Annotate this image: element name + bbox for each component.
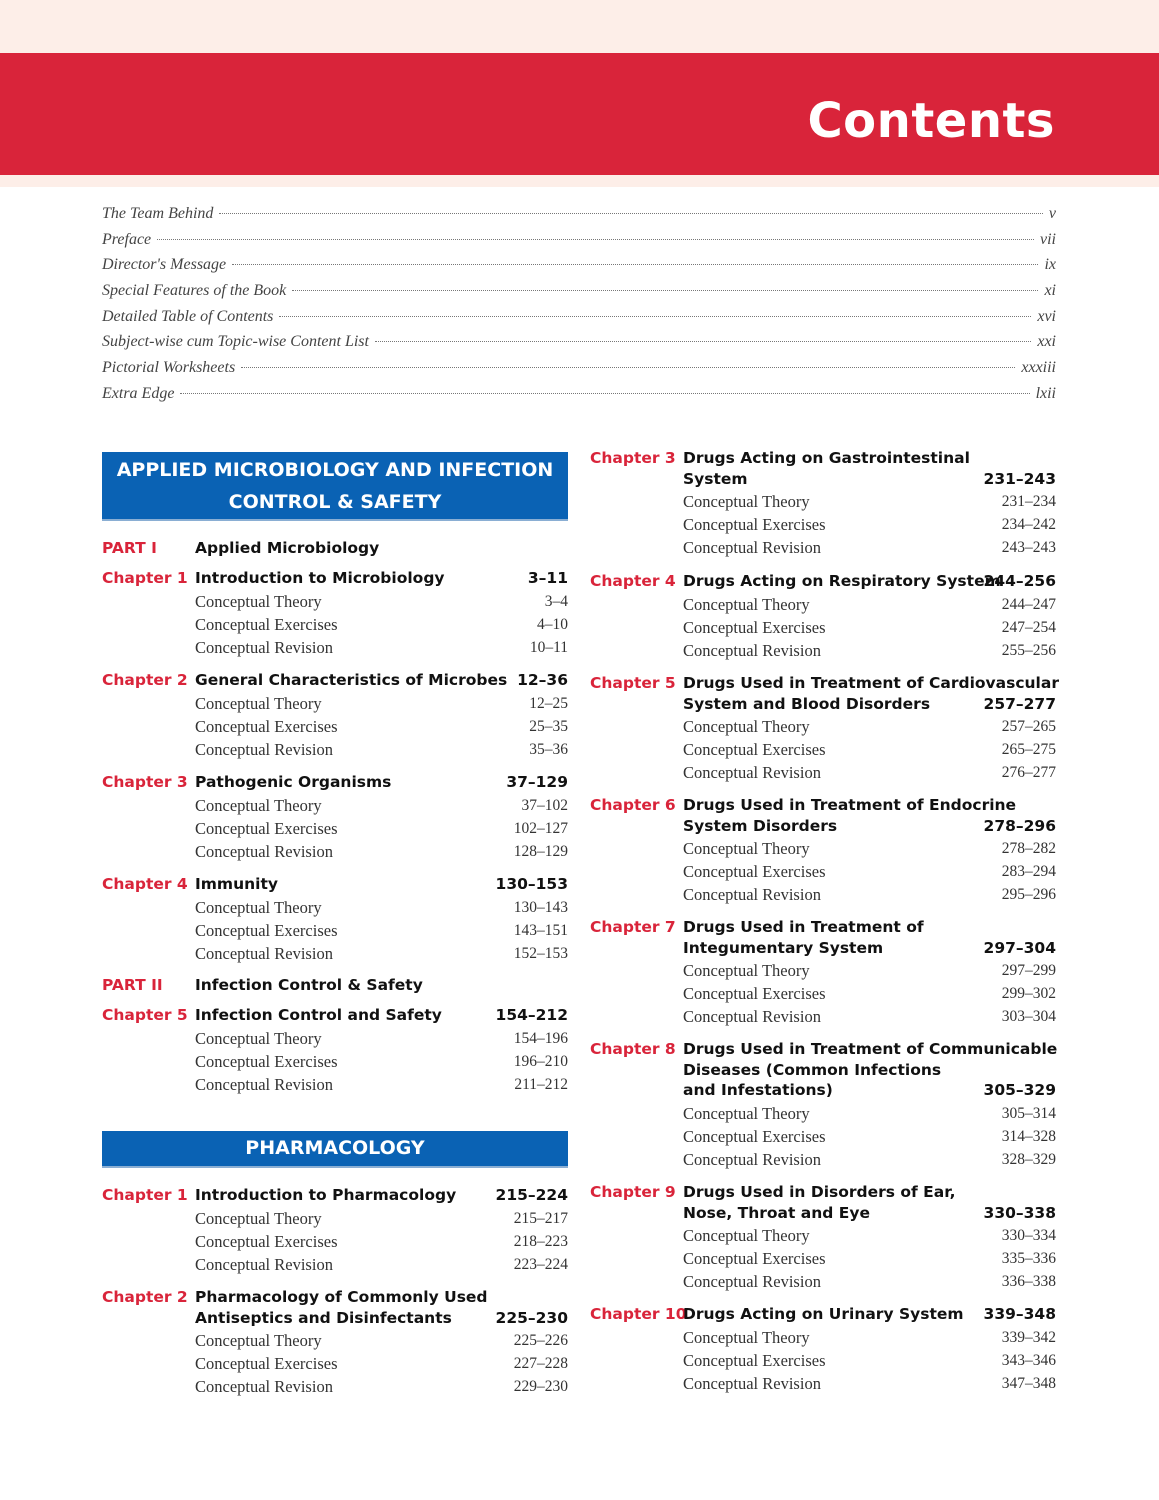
entry-title-text: System and Blood Disorders [683,694,931,713]
subsection-title: Conceptual Revision [195,637,333,657]
subsection-title: Conceptual Theory [683,839,810,858]
entry-title-line [683,1304,1056,1325]
subsection-title: Conceptual Theory [195,1208,322,1228]
subsection-row [683,616,1056,639]
entry-body [683,673,1059,784]
front-matter-label: Special Features of the Book [102,282,287,300]
entry-body [683,571,1056,662]
subsection-title: Conceptual Revision [683,885,821,904]
section-header-microbiology [102,452,568,519]
entry-body [195,670,568,761]
entry-body [195,568,568,659]
entry-title-text: Drugs Used in Treatment of Communicable [683,1040,1058,1058]
subsection-title: Conceptual Theory [683,594,810,614]
subsection-row [195,1207,568,1230]
front-matter-page: xi [1044,282,1056,300]
subsection-row [195,1375,568,1398]
subsection-range: 278–282 [1001,840,1056,857]
subsection-title: Conceptual Revision [195,841,333,861]
section-header-line: PHARMACOLOGY [245,1137,425,1159]
subsection-title: Conceptual Exercises [195,1231,338,1251]
front-matter-label: Subject-wise cum Topic-wise Content List [102,333,369,351]
entry-title-text: Drugs Used in Treatment of Endocrine [683,796,1017,814]
subsection-title: Conceptual Revision [195,1377,333,1396]
subsection-row [683,536,1056,559]
entry-title-line [195,538,568,559]
subsection-range: 295–296 [1001,886,1056,903]
subsection-row [683,860,1056,883]
entry-title-text: Applied Microbiology [195,539,380,557]
chapter-label: Chapter 8 [590,1040,676,1058]
subsection-range: 4–10 [537,615,568,633]
subsection-title: Conceptual Exercises [683,984,826,1003]
subsection-title: Conceptual Theory [195,897,322,917]
entry-title-line [195,1185,568,1206]
subsection-row [195,794,568,817]
entry-title-line [683,448,1056,469]
entry-title-line [683,1182,1056,1203]
entry-title-text: and Infestations) [683,1081,833,1099]
entry-title-line [195,568,568,589]
subsection-range: 231–234 [1001,493,1056,510]
chapter-label: Chapter 9 [590,1183,676,1201]
subsection-range: 102–127 [513,819,568,837]
subsection-row [195,840,568,863]
subsection-range: 247–254 [1001,618,1056,636]
subsection-row [683,1125,1056,1148]
subsection-title: Conceptual Exercises [683,862,826,881]
subsection-range: 244–247 [1001,595,1056,613]
section-header-pharmacology [102,1131,568,1166]
spacer [195,996,568,997]
section-header-line: APPLIED MICROBIOLOGY AND INFECTION [116,459,554,481]
subsection-row [195,1329,568,1352]
subsection-range: 257–265 [1001,718,1056,735]
subsection-title: Conceptual Revision [683,1272,821,1291]
entry-title-line [195,1308,568,1329]
entry-body [683,795,1056,906]
entry-title-line [683,1039,1056,1060]
entry-title-text: General Characteristics of Microbes [195,671,508,689]
chapter-label: Chapter 1 [102,1186,188,1204]
subsection-title: Conceptual Revision [195,943,333,963]
subsection-range: 12–25 [529,694,568,712]
subsection-range: 211–212 [514,1075,568,1093]
entry-body [195,1287,568,1398]
section-header-line: CONTROL & SAFETY [228,491,442,513]
subsection-row [683,1326,1056,1349]
subsection-title: Conceptual Exercises [683,1126,826,1146]
subsection-row [683,1247,1056,1270]
front-matter-label: Extra Edge [102,384,175,402]
subsection-range: 3–4 [544,592,568,610]
subsection-row [195,1352,568,1375]
entry-title-text: Drugs Used in Disorders of Ear, [683,1183,956,1201]
part-label: PART I [102,539,157,557]
subsection-title: Conceptual Theory [683,1103,810,1123]
entry-body [195,1185,568,1276]
subsection-row [195,1230,568,1253]
subsection-row [195,613,568,636]
subsection-title: Conceptual Theory [683,1327,810,1347]
subsection-range: 328–329 [1001,1150,1056,1168]
subsection-range: 130–143 [513,898,568,916]
subsection-title: Conceptual Revision [683,763,821,782]
page-range: 154–212 [495,1006,568,1024]
subsection-row [683,593,1056,616]
entry-title-line [195,670,568,691]
chapter-label: Chapter 2 [102,671,188,689]
subsection-range: 154–196 [513,1029,568,1047]
subsection-title: Conceptual Exercises [683,1350,826,1370]
subsection-row [195,817,568,840]
subsection-row [195,636,568,659]
entry-title-line [195,1005,568,1026]
entry-title-line [683,469,1056,490]
subsection-range: 10–11 [529,638,568,656]
entry-body [683,1182,1056,1293]
subsection-range: 265–275 [1001,741,1056,758]
subsection-title: Conceptual Exercises [683,1249,826,1268]
front-matter-page: xvi [1037,307,1056,325]
entry-title-text: Pharmacology of Commonly Used [195,1288,488,1306]
subsection-range: 128–129 [513,842,568,860]
entry-body [195,1005,568,1096]
subsection-range: 303–304 [1001,1008,1056,1025]
entry-title-line [195,975,568,996]
subsection-row [683,761,1056,784]
front-matter-page: xxxiii [1021,359,1056,377]
entry-title-line [683,694,1056,715]
chapter-label: Chapter 2 [102,1288,188,1306]
entry-title-line [683,1060,1056,1081]
subsection-title: Conceptual Revision [683,538,821,557]
page-range: 339–348 [983,1305,1056,1323]
subsection-title: Conceptual Theory [195,693,322,713]
entry-body [683,1304,1056,1395]
page-range: 305–329 [983,1081,1056,1099]
chapter-label: Chapter 7 [590,918,676,936]
subsection-row [683,837,1056,860]
page-range: 231–243 [983,469,1056,488]
entry-body [195,874,568,965]
entry-title-text: System Disorders [683,816,838,835]
subsection-row [195,692,568,715]
chapter-label: Chapter 5 [590,674,676,692]
subsection-range: 215–217 [513,1209,568,1227]
entry-title-line [683,917,1056,938]
subsection-range: 299–302 [1001,985,1056,1002]
entry-title-line [683,816,1056,837]
entry-title-text: Infection Control & Safety [195,976,423,994]
subsection-title: Conceptual Exercises [195,1051,338,1071]
subsection-title: Conceptual Revision [195,739,333,759]
entry-title-line [683,571,1056,592]
front-matter-page: lxii [1035,384,1056,402]
subsection-range: 255–256 [1001,641,1056,659]
front-matter-page: vii [1040,230,1056,248]
subsection-row [683,715,1056,738]
page-range: 130–153 [495,875,568,893]
subsection-row [683,1270,1056,1293]
front-matter-label: Preface [102,230,152,248]
subsection-row [683,982,1056,1005]
front-matter-label: The Team Behind [102,205,214,222]
subsection-title: Conceptual Theory [683,717,810,736]
front-matter-page: xxi [1037,333,1056,351]
entry-title-line [683,795,1056,816]
page-range: 12–36 [517,671,568,689]
page-range: 244–256 [983,572,1056,590]
subsection-range: 336–338 [1001,1273,1056,1290]
page-range: 278–296 [983,816,1056,835]
subsection-title: Conceptual Theory [683,961,810,980]
subsection-range: 343–346 [1001,1351,1056,1369]
part-label: PART II [102,976,163,994]
subsection-range: 25–35 [529,717,568,735]
subsection-range: 297–299 [1001,962,1056,979]
subsection-range: 305–314 [1001,1104,1056,1122]
chapter-label: Chapter 4 [590,572,676,590]
subsection-range: 243–243 [1001,539,1056,556]
subsection-range: 339–342 [1001,1328,1056,1346]
entry-title-text: Introduction to Microbiology [195,569,445,587]
entry-body [683,917,1056,1028]
subsection-range: 37–102 [521,796,568,814]
subsection-row [683,1102,1056,1125]
subsection-row [683,639,1056,662]
entry-title-line [195,1287,568,1308]
subsection-range: 283–294 [1001,863,1056,880]
subsection-row [195,715,568,738]
subsection-title: Conceptual Exercises [195,1354,338,1373]
chapter-label: Chapter 4 [102,875,188,893]
chapter-label: Chapter 6 [590,796,676,814]
subsection-range: 227–228 [513,1355,568,1372]
subsection-title: Conceptual Revision [195,1254,333,1274]
subsection-row [683,513,1056,536]
entry-title-line [195,874,568,895]
subsection-range: 330–334 [1001,1227,1056,1244]
subsection-title: Conceptual Theory [195,1028,322,1048]
subsection-row [683,959,1056,982]
subsection-row [195,590,568,613]
subsection-title: Conceptual Theory [195,591,322,611]
chapter-label: Chapter 1 [102,569,188,587]
subsection-range: 152–153 [513,944,568,962]
subsection-row [195,1073,568,1096]
subsection-title: Conceptual Theory [195,795,322,815]
front-matter-page: ix [1044,256,1056,274]
left-column [102,0,568,1500]
subsection-range: 335–336 [1001,1250,1056,1267]
subsection-row [683,1349,1056,1372]
subsection-row [195,738,568,761]
entry-body [683,448,1056,559]
subsection-title: Conceptual Exercises [195,920,338,940]
page-range: 225–230 [495,1308,568,1327]
entry-title-text: Pathogenic Organisms [195,773,392,791]
front-matter-label: Detailed Table of Contents [102,307,274,325]
chapter-label: Chapter 3 [590,449,676,467]
entry-title-text: Drugs Used in Treatment of [683,918,924,936]
subsection-range: 196–210 [513,1052,568,1070]
entry-title-line [683,938,1056,959]
subsection-range: 35–36 [529,740,568,758]
subsection-row [683,883,1056,906]
subsection-title: Conceptual Exercises [195,716,338,736]
subsection-title: Conceptual Revision [683,1373,821,1393]
entry-title-text: Integumentary System [683,938,884,957]
chapter-label: Chapter 5 [102,1006,188,1024]
subsection-title: Conceptual Theory [195,1331,322,1350]
subsection-row [683,1005,1056,1028]
subsection-row [195,1027,568,1050]
front-matter-label: Pictorial Worksheets [102,359,236,377]
subsection-title: Conceptual Exercises [683,740,826,759]
entry-title-line [683,673,1059,694]
subsection-range: 276–277 [1001,764,1056,781]
subsection-range: 347–348 [1001,1374,1056,1392]
entry-body [195,975,568,997]
entry-title-text: Infection Control and Safety [195,1006,442,1024]
subsection-title: Conceptual Exercises [195,818,338,838]
entry-title-line [195,772,568,793]
subsection-title: Conceptual Theory [683,492,810,511]
subsection-title: Conceptual Exercises [683,515,826,534]
subsection-row [195,1050,568,1073]
page-range: 3–11 [527,569,568,587]
subsection-title: Conceptual Exercises [195,614,338,634]
entry-title-text: Antiseptics and Disinfectants [195,1308,452,1327]
subsection-range: 225–226 [513,1332,568,1349]
entry-body [683,1039,1056,1171]
subsection-row [683,1148,1056,1171]
subsection-title: Conceptual Exercises [683,617,826,637]
entry-title-text: Diseases (Common Infections [683,1060,942,1079]
entry-title-text: Nose, Throat and Eye [683,1203,870,1222]
subsection-title: Conceptual Revision [683,1007,821,1026]
front-matter-page: v [1048,205,1056,222]
entry-title-line [683,1203,1056,1224]
entry-title-text: Immunity [195,875,278,893]
subsection-row [195,919,568,942]
subsection-range: 314–328 [1001,1127,1056,1145]
entry-title-text: Drugs Acting on Urinary System [683,1305,964,1323]
chapter-label: Chapter 10 [590,1305,687,1323]
page-title: Contents [807,93,1055,149]
subsection-title: Conceptual Revision [683,1149,821,1169]
subsection-title: Conceptual Theory [683,1226,810,1245]
page-range: 297–304 [983,938,1056,957]
front-matter-label: Director's Message [102,256,227,274]
page-range: 37–129 [506,773,568,791]
subsection-range: 234–242 [1001,516,1056,533]
subsection-row [683,490,1056,513]
subsection-row [195,1253,568,1276]
spacer [195,559,568,560]
entry-title-line [683,1080,1056,1101]
subsection-title: Conceptual Revision [683,640,821,660]
subsection-row [195,942,568,965]
entry-title-text: System [683,469,748,488]
chapter-label: Chapter 3 [102,773,188,791]
subsection-range: 229–230 [513,1378,568,1395]
entry-body [195,538,568,560]
entry-body [195,772,568,863]
subsection-range: 218–223 [513,1232,568,1250]
entry-title-text: Drugs Acting on Respiratory System [683,572,1001,590]
subsection-row [195,896,568,919]
subsection-row [683,1372,1056,1395]
page-range: 257–277 [983,694,1056,713]
subsection-row [683,738,1056,761]
right-column [590,0,1059,1500]
subsection-range: 223–224 [513,1255,568,1273]
subsection-row [683,1224,1056,1247]
entry-title-text: Drugs Used in Treatment of Cardiovascular [683,674,1059,692]
entry-title-text: Drugs Acting on Gastrointestinal [683,449,970,467]
page-range: 330–338 [983,1203,1056,1222]
subsection-range: 143–151 [513,921,568,939]
entry-title-text: Introduction to Pharmacology [195,1186,457,1204]
page-range: 215–224 [495,1186,568,1204]
subsection-title: Conceptual Revision [195,1074,333,1094]
